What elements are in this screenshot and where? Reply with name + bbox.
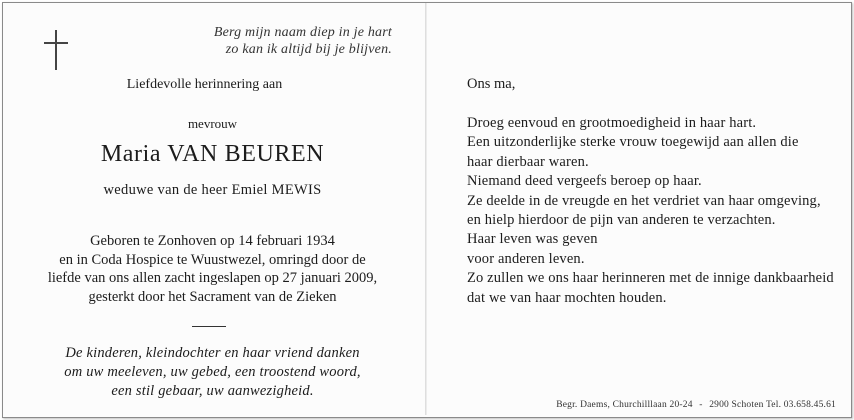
printer-imprint	[552, 400, 836, 410]
motto-line: zo kan ik altijd bij je blijven.	[225, 42, 392, 57]
printer-city-phone: 2900 Schoten Tel. 03.658.45.61	[709, 400, 836, 410]
poem-line: Droeg eenvoud en grootmoedigheid in haar hart.	[467, 115, 757, 131]
deceased-name: Maria VAN BEUREN	[100, 141, 325, 167]
bio-line: liefde van ons allen zacht ingeslapen op 27 januari 2009,	[47, 270, 378, 286]
poem-line: dat we van haar mochten houden.	[467, 289, 667, 306]
biography	[0, 232, 425, 306]
greeting: Ons ma,	[467, 76, 516, 92]
thanks-line: om uw meeleven, uw gebed, een troostend woord,	[64, 364, 361, 380]
intro-text: Liefdevolle herinnering aan	[126, 77, 283, 92]
thanks-text	[0, 344, 425, 401]
poem-block	[467, 75, 834, 308]
poem-line: voor anderen leven.	[467, 250, 585, 267]
motto-line: Berg mijn naam diep in je hart	[213, 25, 392, 40]
bio-line: Geboren te Zonhoven op 14 februari 1934	[90, 233, 335, 249]
spouse-line: weduwe van de heer Emiel MEWIS	[103, 182, 322, 198]
bio-line: en in Coda Hospice te Wuustwezel, omringd door de	[59, 251, 366, 268]
bio-line: gesterkt door het Sacrament van de Zieken	[88, 288, 337, 305]
poem-line: Een uitzonderlijke sterke vrouw toegewijd aan allen die	[467, 134, 799, 151]
poem-line: Zo zullen we ons haar herinneren met de innige dankbaarheid	[467, 270, 834, 287]
cross-icon	[44, 30, 68, 70]
printer-separator: -	[699, 400, 703, 410]
separator-line	[192, 326, 226, 327]
poem-line: en hielp hierdoor de pijn van anderen te verzachten.	[467, 212, 776, 229]
thanks-line: een stil gebaar, uw aanwezigheid.	[111, 383, 314, 399]
thanks-line: De kinderen, kleindochter en haar vriend danken	[65, 345, 360, 361]
poem-line: Ze deelde in de vreugde en het verdriet van haar omgeving,	[467, 192, 821, 209]
motto	[214, 24, 392, 58]
printer-name: Begr. Daems, Churchilllaan 20-24	[556, 400, 693, 410]
poem-line: Niemand deed vergeefs beroep op haar.	[467, 173, 702, 190]
poem-line: haar dierbaar waren.	[467, 153, 589, 170]
card-fold	[425, 3, 427, 415]
honorific: mevrouw	[187, 116, 238, 131]
poem-line: Haar leven was geven	[467, 231, 598, 248]
